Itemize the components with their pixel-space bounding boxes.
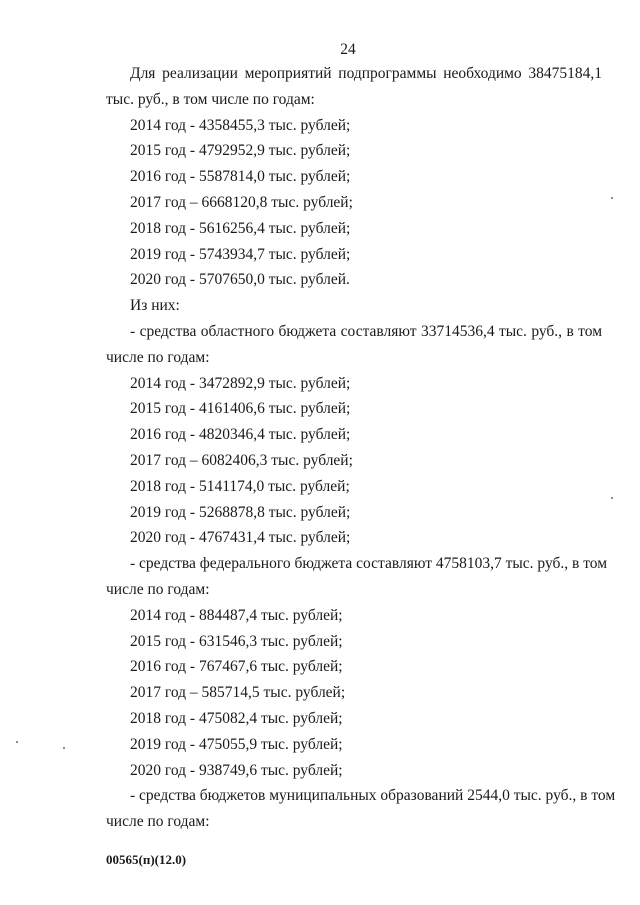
regional-budget-line-2: числе по годам: (106, 348, 210, 366)
of-them-label: Из них: (130, 297, 180, 315)
regional-year-2019: 2019 год - 5268878,8 тыс. рублей; (130, 503, 351, 521)
scan-speck (611, 197, 613, 199)
federal-budget-line-1: - средства федерального бюджета составляют 4758103,7 тыс. руб., в том (130, 555, 608, 573)
federal-year-2014: 2014 год - 884487,4 тыс. рублей; (130, 606, 343, 624)
federal-year-2016: 2016 год - 767467,6 тыс. рублей; (130, 658, 343, 676)
regional-year-2016: 2016 год - 4820346,4 тыс. рублей; (130, 426, 351, 444)
scan-speck (16, 741, 18, 743)
regional-year-2015: 2015 год - 4161406,6 тыс. рублей; (130, 400, 351, 418)
total-year-2016: 2016 год - 5587814,0 тыс. рублей; (130, 168, 351, 186)
regional-year-2018: 2018 год - 5141174,0 тыс. рублей; (130, 477, 350, 495)
total-year-2014: 2014 год - 4358455,3 тыс. рублей; (130, 116, 351, 134)
total-year-2019: 2019 год - 5743934,7 тыс. рублей; (130, 245, 351, 263)
federal-year-2019: 2019 год - 475055,9 тыс. рублей; (130, 735, 343, 753)
total-year-2018: 2018 год - 5616256,4 тыс. рублей; (130, 219, 351, 237)
document-body (106, 61, 616, 835)
page-number: 24 (340, 41, 356, 58)
scan-speck (611, 497, 613, 499)
total-year-2020: 2020 год - 5707650,0 тыс. рублей. (130, 271, 350, 289)
federal-year-2017: 2017 год – 585714,5 тыс. рублей; (130, 684, 346, 702)
intro-line-2: тыс. руб., в том числе по годам: (106, 90, 315, 108)
federal-budget-line-2: числе по годам: (106, 580, 210, 598)
federal-year-2020: 2020 год - 938749,6 тыс. рублей; (130, 761, 343, 779)
municipal-budget-line-1: - средства бюджетов муниципальных образований 2544,0 тыс. руб., в том (130, 787, 616, 805)
municipal-budget-line-2: числе по годам: (106, 813, 210, 831)
document-code: 00565(п)(12.0) (106, 852, 187, 867)
scan-speck (63, 747, 65, 749)
total-year-2015: 2015 год - 4792952,9 тыс. рублей; (130, 142, 351, 160)
regional-year-2017: 2017 год – 6082406,3 тыс. рублей; (130, 451, 353, 469)
regional-budget-line-1: - средства областного бюджета составляют 33714536,4 тыс. руб., в том (130, 322, 602, 340)
federal-year-2015: 2015 год - 631546,3 тыс. рублей; (130, 632, 343, 650)
regional-year-2014: 2014 год - 3472892,9 тыс. рублей; (130, 374, 351, 392)
regional-year-2020: 2020 год - 4767431,4 тыс. рублей; (130, 529, 351, 547)
intro-line-1: Для реализации мероприятий подпрограммы необходимо 38475184,1 (130, 65, 602, 82)
total-year-2017: 2017 год – 6668120,8 тыс. рублей; (130, 193, 353, 211)
federal-year-2018: 2018 год - 475082,4 тыс. рублей; (130, 709, 343, 727)
